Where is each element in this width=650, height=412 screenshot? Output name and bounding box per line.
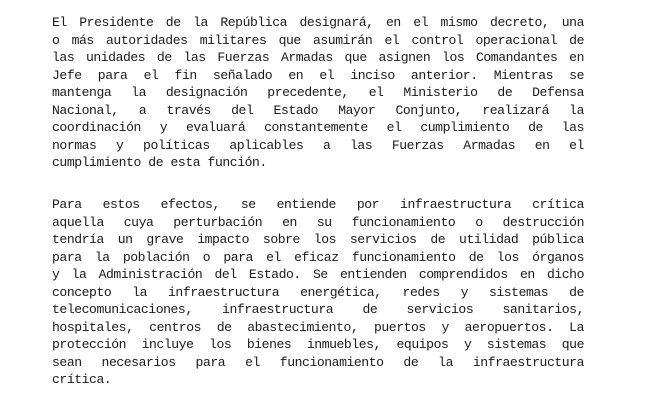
paragraph-line: para la población o para el eficaz funcionamiento de los órganos — [52, 249, 584, 265]
paragraph-line: o más autoridades militares que asumirán el control operacional de — [52, 32, 584, 48]
paragraph-line: sean necesarios para el funcionamiento de la infraestructura — [52, 354, 584, 370]
paragraph-line: Nacional, a través del Estado Mayor Conjunto, realizará la — [52, 102, 584, 118]
paragraph-line: cumplimiento de esta función. — [52, 155, 267, 170]
paragraph-line: tendría un grave impacto sobre los servicios de utilidad pública — [52, 232, 584, 247]
paragraph-line: El Presidente de la República designará, en el mismo decreto, una — [52, 15, 584, 30]
paragraph-line: coordinación y evaluará constantemente el cumplimiento de las — [52, 120, 584, 135]
paragraph-line: hospitales, centros de abastecimiento, puertos y aeropuertos. La — [52, 319, 584, 335]
paragraph-line: mantenga la designación precedente, el Ministerio de Defensa — [52, 85, 584, 100]
paragraph-line: Para estos efectos, se entiende por infraestructura crítica — [52, 197, 584, 212]
paragraph-line: crítica. — [52, 372, 112, 387]
paragraph-line: Jefe para el fin señalado en el inciso anterior. Mientras se — [52, 67, 584, 83]
paragraph-line: y la Administración del Estado. Se entienden comprendidos en dicho — [52, 267, 584, 282]
paragraph-1 — [52, 14, 584, 172]
paragraph-line: aquella cuya perturbación en su funcionamiento o destrucción — [52, 214, 584, 230]
paragraph-line: normas y políticas aplicables a las Fuerzas Armadas en el — [52, 137, 584, 153]
paragraph-line: concepto la infraestructura energética, redes y sistemas de — [52, 284, 584, 300]
paragraph-line: telecomunicaciones, infraestructura de servicios sanitarios, — [52, 302, 584, 317]
paragraph-line: protección incluye los bienes inmuebles, equipos y sistemas que — [52, 337, 584, 352]
paragraph-line: las unidades de las Fuerzas Armadas que asignen los Comandantes en — [52, 50, 584, 65]
paragraph-2 — [52, 196, 584, 389]
